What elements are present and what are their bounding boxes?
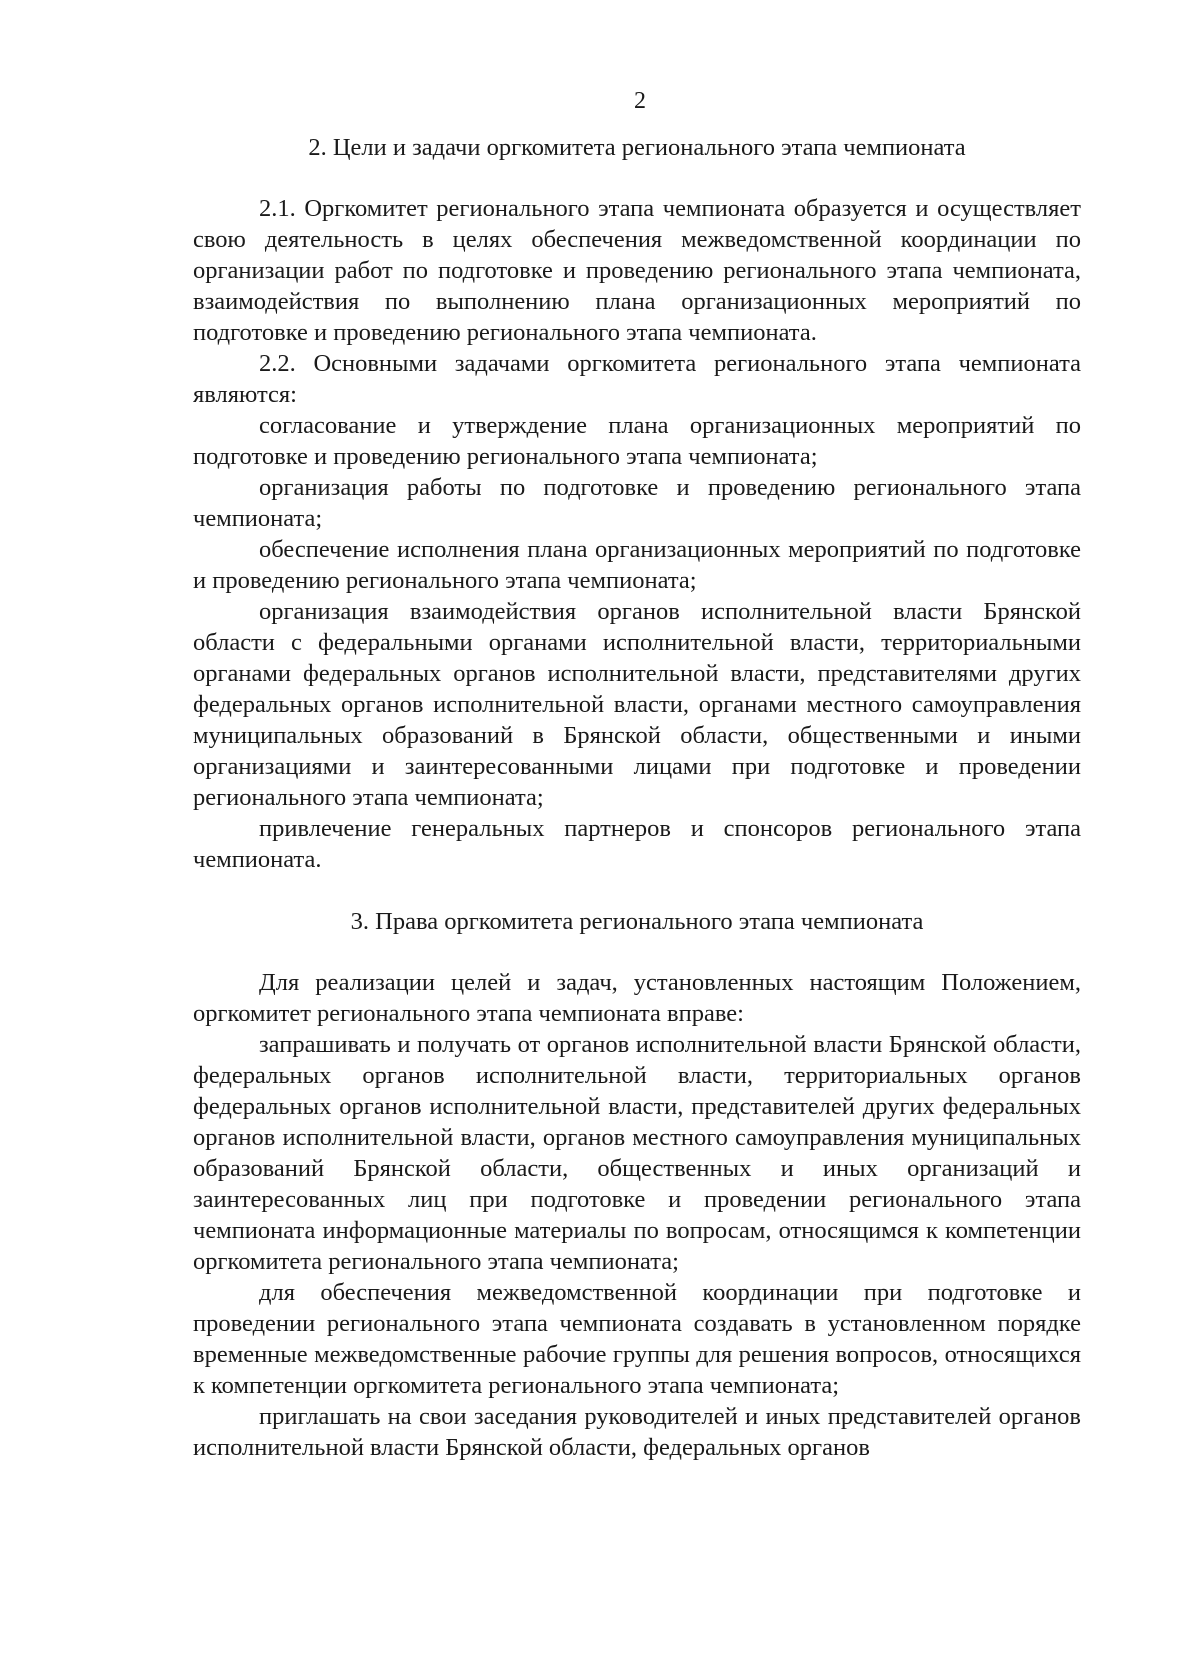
right-item-invite: приглашать на свои заседания руководителей и иных представителей органов исполнительной власти Брянской области, федеральных органов xyxy=(193,1403,1081,1461)
task-item-sponsors: привлечение генеральных партнеров и спонсоров регионального этапа чемпионата. xyxy=(193,815,1081,873)
task-item-work-organization: организация работы по подготовке и проведению регионального этапа чемпионата; xyxy=(193,474,1081,532)
task-item-plan-execution: обеспечение исполнения плана организационных мероприятий по подготовке и проведению регионального этапа чемпионата; xyxy=(193,536,1081,594)
task-item-interaction: организация взаимодействия органов исполнительной власти Брянской области с федеральными органами исполнительной власти, территориальными органами федеральных органов исполнительной власти, представителями других федеральных органов исполнительной власти, органами местного самоуправления муниципальных образований в Брянской области, общественными и иными организациями и заинтересованными лицами при подготовке и проведении регионального этапа чемпионата; xyxy=(193,598,1081,811)
right-item-request-info: запрашивать и получать от органов исполнительной власти Брянской области, федеральных органов исполнительной власти, территориальных органов федеральных органов исполнительной власти, представителей других федеральных органов исполнительной власти, органов местного самоуправления муниципальных образований Брянской области, общественных и иных организаций и заинтересованных лиц при подготовке и проведении регионального этапа чемпионата информационные материалы по вопросам, относящимся к компетенции оргкомитета регионального этапа чемпионата; xyxy=(193,1031,1081,1275)
right-item-working-groups: для обеспечения межведомственной координации при подготовке и проведении регионального этапа чемпионата создавать в установленном порядке временные межведомственные рабочие группы для решения вопросов, относящихся к компетенции оргкомитета регионального этапа чемпионата; xyxy=(193,1279,1081,1399)
section-2-heading: 2. Цели и задачи оргкомитета регионального этапа чемпионата xyxy=(308,134,966,161)
document-body xyxy=(193,132,1081,1463)
page-number: 2 xyxy=(634,88,646,114)
paragraph-2-1: 2.1. Оргкомитет регионального этапа чемпионата образуется и осуществляет свою деятельность в целях обеспечения межведомственной координации по организации работ по подготовке и проведению регионального этапа чемпионата, взаимодействия по выполнению плана организационных мероприятий по подготовке и проведению регионального этапа чемпионата. xyxy=(193,195,1081,346)
section-3-heading: 3. Права оргкомитета регионального этапа чемпионата xyxy=(350,908,924,935)
task-item-plan-approval: согласование и утверждение плана организационных мероприятий по подготовке и проведению регионального этапа чемпионата; xyxy=(193,412,1081,470)
rights-intro: Для реализации целей и задач, установленных настоящим Положением, оргкомитет регионального этапа чемпионата вправе: xyxy=(193,969,1081,1027)
paragraph-2-2: 2.2. Основными задачами оргкомитета регионального этапа чемпионата являются: xyxy=(193,350,1081,408)
